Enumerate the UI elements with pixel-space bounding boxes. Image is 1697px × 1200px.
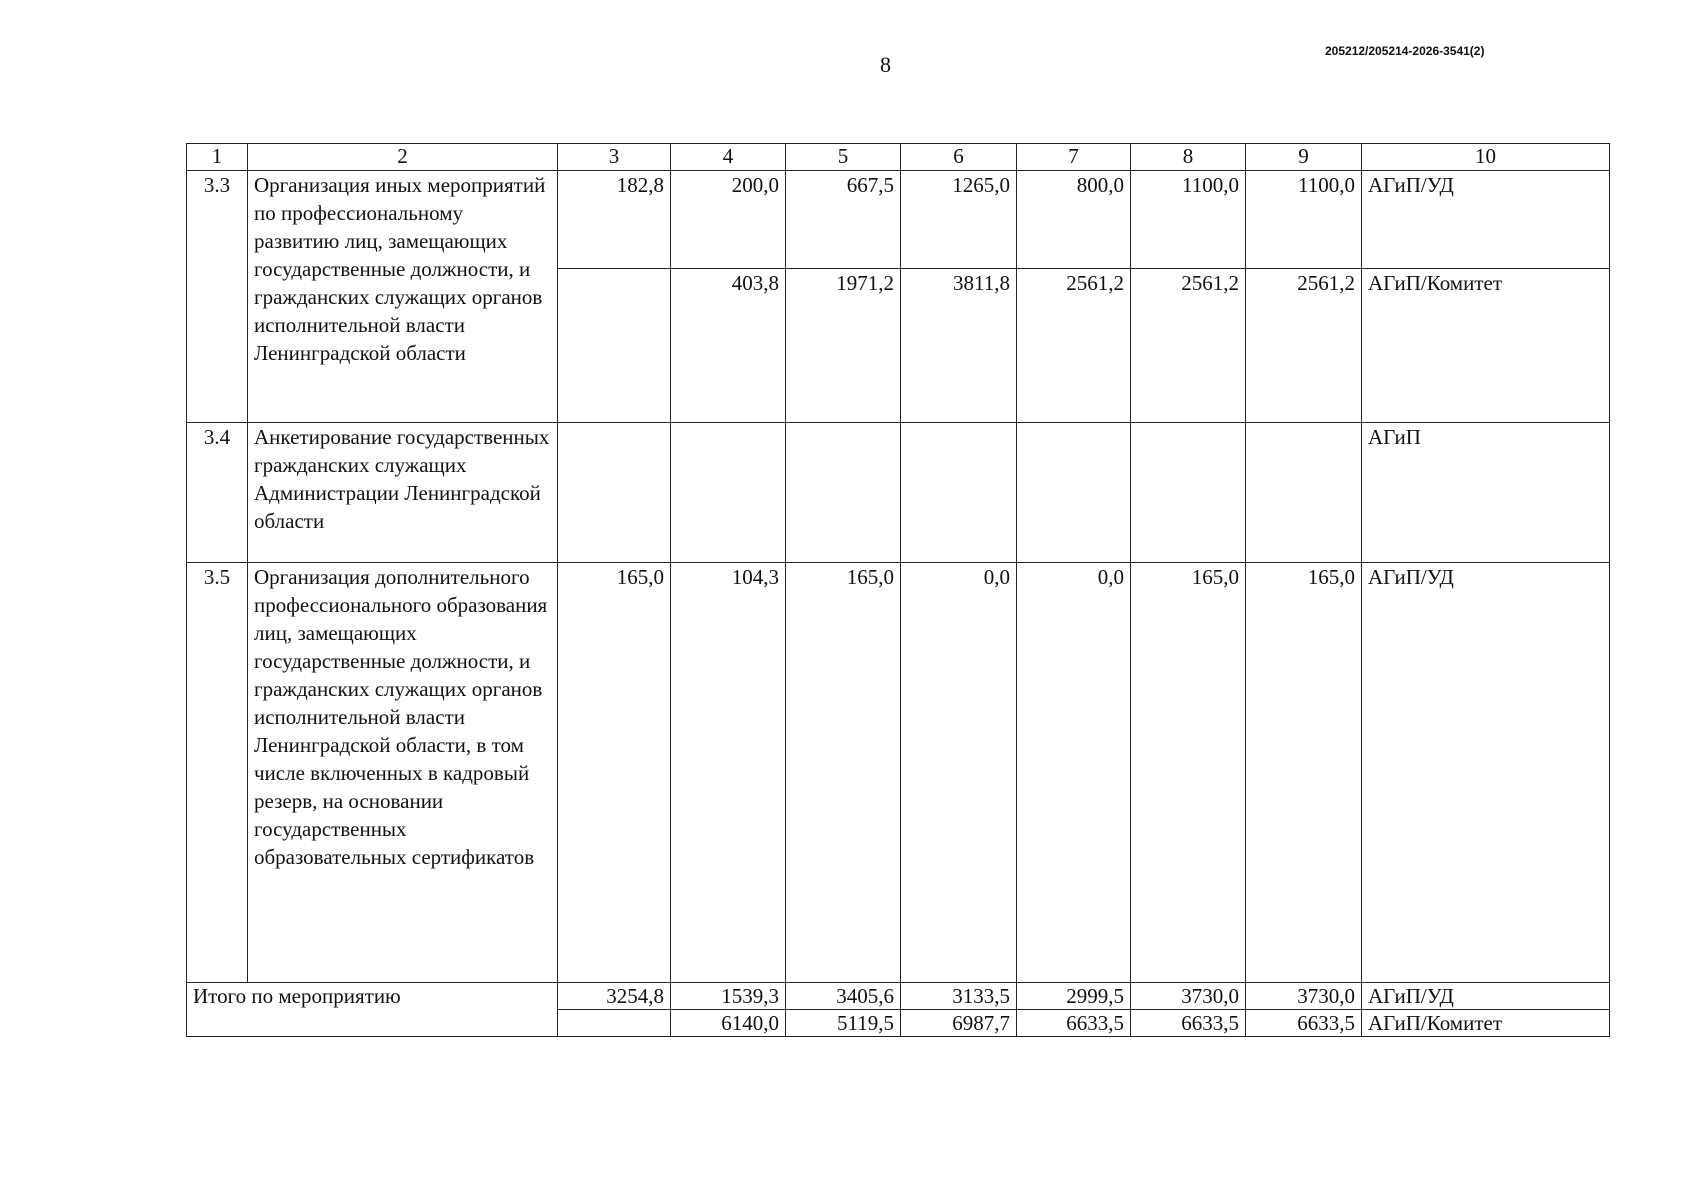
value-cell: 104,3 [671, 563, 786, 983]
column-header: 2 [248, 144, 558, 171]
value-cell [1017, 423, 1131, 563]
column-header: 4 [671, 144, 786, 171]
value-cell: 403,8 [671, 269, 786, 423]
item-name: Анкетирование государственных гражданских служащих Администрации Ленинградской области [248, 423, 558, 563]
total-value-cell: 5119,5 [786, 1010, 901, 1037]
value-cell: 2561,2 [1131, 269, 1246, 423]
value-cell: 800,0 [1017, 171, 1131, 269]
value-cell: 1100,0 [1246, 171, 1362, 269]
total-value-cell [558, 1010, 671, 1037]
total-value-cell: 1539,3 [671, 983, 786, 1010]
total-label: Итого по мероприятию [187, 983, 558, 1037]
column-number-row [187, 144, 1610, 171]
total-value-cell: 2999,5 [1017, 983, 1131, 1010]
value-cell [1246, 423, 1362, 563]
column-header: 6 [901, 144, 1017, 171]
value-cell: 1265,0 [901, 171, 1017, 269]
page-number: 8 [880, 52, 891, 77]
responsible-cell: АГиП/Комитет [1362, 1010, 1610, 1037]
column-header: 3 [558, 144, 671, 171]
total-value-cell: 6140,0 [671, 1010, 786, 1037]
value-cell [671, 423, 786, 563]
item-number: 3.5 [187, 563, 248, 983]
total-value-cell: 6633,5 [1017, 1010, 1131, 1037]
total-value-cell: 3254,8 [558, 983, 671, 1010]
total-value-cell: 6633,5 [1246, 1010, 1362, 1037]
value-cell: 165,0 [1131, 563, 1246, 983]
total-value-cell: 6633,5 [1131, 1010, 1246, 1037]
item-name: Организация дополнительного профессионального образования лиц, замещающих государственные должности, и гражданских служащих органов исполнительной власти Ленинградской области, в том числе включенных в кадровый резерв, на основании государственных образовательных сертификатов [248, 563, 558, 983]
column-header: 5 [786, 144, 901, 171]
total-value-cell: 3133,5 [901, 983, 1017, 1010]
column-header: 9 [1246, 144, 1362, 171]
value-cell: 165,0 [786, 563, 901, 983]
table-row [187, 563, 1610, 983]
value-cell: 165,0 [1246, 563, 1362, 983]
column-header: 10 [1362, 144, 1610, 171]
value-cell: 667,5 [786, 171, 901, 269]
value-cell: 0,0 [1017, 563, 1131, 983]
item-name: Организация иных мероприятий по профессиональному развитию лиц, замещающих государственные должности, и гражданских служащих органов исполнительной власти Ленинградской области [248, 171, 558, 423]
total-value-cell: 6987,7 [901, 1010, 1017, 1037]
value-cell: 200,0 [671, 171, 786, 269]
total-value-cell: 3730,0 [1246, 983, 1362, 1010]
table-row [187, 423, 1610, 563]
value-cell [558, 269, 671, 423]
total-row [187, 983, 1610, 1010]
value-cell: 2561,2 [1017, 269, 1131, 423]
item-number: 3.3 [187, 171, 248, 423]
total-value-cell: 3730,0 [1131, 983, 1246, 1010]
value-cell: 3811,8 [901, 269, 1017, 423]
total-value-cell: 3405,6 [786, 983, 901, 1010]
value-cell: 182,8 [558, 171, 671, 269]
table-row [187, 171, 1610, 269]
value-cell: 1100,0 [1131, 171, 1246, 269]
column-header: 1 [187, 144, 248, 171]
value-cell [558, 423, 671, 563]
value-cell: 2561,2 [1246, 269, 1362, 423]
value-cell: 1971,2 [786, 269, 901, 423]
responsible-cell: АГиП [1362, 423, 1610, 563]
value-cell [901, 423, 1017, 563]
item-number: 3.4 [187, 423, 248, 563]
program-table [186, 143, 1610, 1037]
value-cell: 0,0 [901, 563, 1017, 983]
document-code: 205212/205214-2026-3541(2) [1325, 44, 1485, 58]
value-cell [786, 423, 901, 563]
value-cell [1131, 423, 1246, 563]
responsible-cell: АГиП/Комитет [1362, 269, 1610, 423]
responsible-cell: АГиП/УД [1362, 983, 1610, 1010]
responsible-cell: АГиП/УД [1362, 563, 1610, 983]
value-cell: 165,0 [558, 563, 671, 983]
responsible-cell: АГиП/УД [1362, 171, 1610, 269]
column-header: 7 [1017, 144, 1131, 171]
column-header: 8 [1131, 144, 1246, 171]
